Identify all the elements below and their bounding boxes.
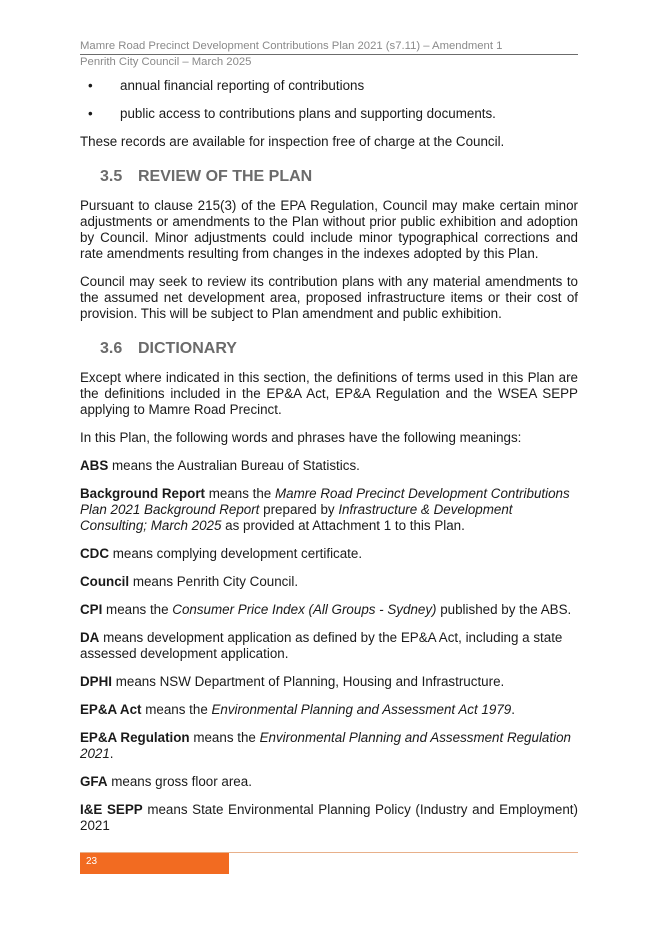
definition-gfa: GFA means gross floor area. — [80, 774, 252, 789]
header-council-date: Penrith City Council – March 2025 — [80, 56, 252, 68]
definition-term: EP&A Act — [80, 702, 142, 717]
header-document-title: Mamre Road Precinct Development Contributions Plan 2021 (s7.11) – Amendment 1 — [80, 40, 503, 52]
section-title: REVIEW OF THE PLAN — [138, 168, 313, 185]
bullet-icon: • — [88, 78, 93, 93]
review-paragraph-1: Pursuant to clause 215(3) of the EPA Regulation, Council may make certain minor adjustments or amendments to the Plan without prior public exhibition and adoption by Council. Minor adjustments could include minor typographical corrections and rate amendments resulting from changes in the indexes adopted by this Plan. — [80, 198, 578, 261]
definition-background-report: Background Report means the Mamre Road Precinct Development Contributions Plan 2021 Background Report prepared by Infrastructure & Development Consulting; March 2025 as provided at Attachment 1 to this Plan. — [80, 486, 570, 533]
definition-cpi: CPI means the Consumer Price Index (All Groups - Sydney) published by the ABS. — [80, 602, 572, 617]
page-number: 23 — [86, 856, 98, 867]
bullet-icon: • — [88, 106, 93, 121]
definition-ie-sepp: I&E SEPP means State Environmental Planning Policy (Industry and Employment) 2021 — [80, 802, 578, 833]
section-heading-dictionary — [80, 339, 578, 359]
dictionary-lead: In this Plan, the following words and phrases have the following meanings: — [80, 430, 522, 445]
definition-term: EP&A Regulation — [80, 730, 190, 745]
definition-term: DPHI — [80, 674, 112, 689]
page-number-box — [80, 853, 229, 874]
definition-term: CDC — [80, 546, 110, 561]
page-content — [80, 78, 578, 846]
list-item — [80, 106, 578, 122]
definition-cdc: CDC means complying development certificate. — [80, 546, 363, 561]
definition-da: DA means development application as defined by the EP&A Act, including a state assessed development application. — [80, 630, 563, 661]
review-paragraph-2: Council may seek to review its contribution plans with any material amendments to the assumed net development area, proposed infrastructure items or their cost of provision. This will be subject to Plan amendment and public exhibition. — [80, 274, 578, 321]
definition-epa-regulation: EP&A Regulation means the Environmental Planning and Assessment Regulation 2021. — [80, 730, 571, 761]
list-item-text: annual financial reporting of contributions — [120, 78, 365, 93]
definition-term: CPI — [80, 602, 103, 617]
definition-term: DA — [80, 630, 100, 645]
definition-term: GFA — [80, 774, 108, 789]
running-header — [80, 40, 578, 69]
section-number: 3.6 — [100, 340, 123, 357]
definition-council: Council means Penrith City Council. — [80, 574, 299, 589]
definition-term: ABS — [80, 458, 109, 473]
list-item-text: public access to contributions plans and supporting documents. — [120, 106, 496, 121]
section-number: 3.5 — [100, 168, 123, 185]
definition-term: I&E SEPP — [80, 802, 143, 817]
definition-term: Background Report — [80, 486, 205, 501]
section-title: DICTIONARY — [138, 340, 237, 357]
definition-epa-act: EP&A Act means the Environmental Planning and Assessment Act 1979. — [80, 702, 515, 717]
dictionary-intro: Except where indicated in this section, the definitions of terms used in this Plan are the definitions included in the EP&A Act, EP&A Regulation and the WSEA SEPP applying to Mamre Road Precinct. — [80, 370, 578, 417]
section-heading-review — [80, 167, 578, 187]
list-item — [80, 78, 578, 94]
definition-abs: ABS means the Australian Bureau of Statistics. — [80, 458, 360, 473]
records-paragraph: These records are available for inspection free of charge at the Council. — [80, 134, 505, 149]
bullet-list — [80, 78, 578, 122]
definition-term: Council — [80, 574, 130, 589]
definition-dphi: DPHI means NSW Department of Planning, Housing and Infrastructure. — [80, 674, 505, 689]
